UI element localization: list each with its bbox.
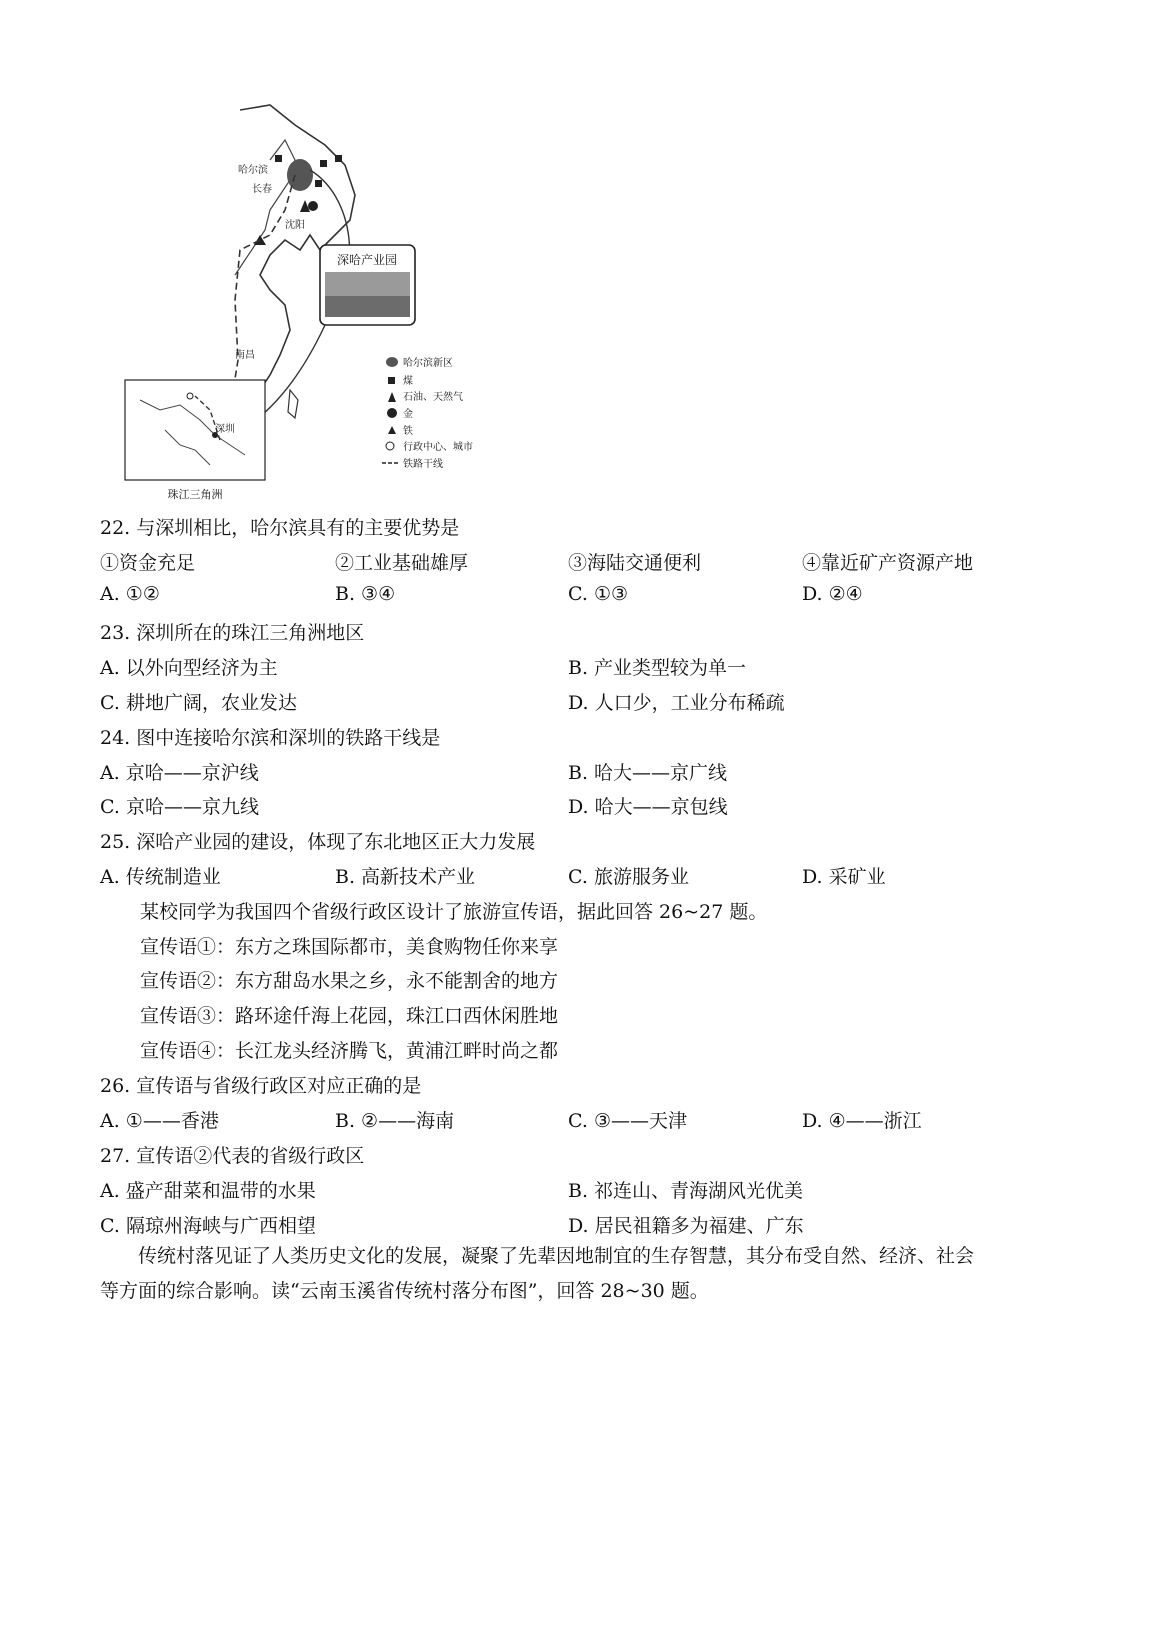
prd-inset — [125, 380, 265, 501]
q22-item: ①资金充足 — [100, 552, 196, 574]
svg-text:南昌: 南昌 — [235, 350, 255, 361]
china-east-map — [120, 100, 540, 520]
q25-option: D. 采矿业 — [802, 866, 886, 888]
svg-text:煤: 煤 — [403, 376, 413, 387]
inset-title: 珠江三角洲 — [167, 488, 223, 501]
q27-option: B. 祁连山、青海湖风光优美 — [568, 1180, 804, 1202]
svg-text:深圳: 深圳 — [215, 424, 235, 435]
q23-option: B. 产业类型较为单一 — [568, 657, 747, 679]
q22-item: ②工业基础雄厚 — [335, 552, 469, 574]
coal-symbol — [275, 155, 282, 162]
q25-option: B. 高新技术产业 — [335, 866, 476, 888]
q22-stem: 22. 与深圳相比，哈尔滨具有的主要优势是 — [100, 517, 460, 539]
q25-option: A. 传统制造业 — [100, 866, 221, 888]
park-label: 深哈产业园 — [336, 253, 398, 267]
q26-stem: 26. 宣传语与省级行政区对应正确的是 — [100, 1075, 422, 1097]
svg-text:石油、天然气: 石油、天然气 — [403, 392, 463, 403]
q24-stem: 24. 图中连接哈尔滨和深圳的铁路干线是 — [100, 727, 441, 749]
q22-item: ③海陆交通便利 — [568, 552, 702, 574]
slogan-line: 宣传语②：东方甜岛水果之乡，永不能割舍的地方 — [140, 970, 559, 992]
coal-symbol — [335, 155, 342, 162]
q25-stem: 25. 深哈产业园的建设，体现了东北地区正大力发展 — [100, 831, 536, 853]
q22-option: C. ①③ — [568, 583, 629, 605]
q24-option: A. 京哈——京沪线 — [100, 762, 259, 784]
svg-text:沈阳: 沈阳 — [285, 220, 305, 231]
coal-symbol — [315, 180, 322, 187]
q24-option: D. 哈大——京包线 — [568, 796, 728, 818]
q22-item: ④靠近矿产资源产地 — [802, 552, 974, 574]
coal-symbol — [320, 160, 327, 167]
q23-option: A. 以外向型经济为主 — [100, 657, 278, 679]
slogan-line: 宣传语④：长江龙头经济腾飞，黄浦江畔时尚之都 — [140, 1040, 559, 1062]
q26-option: C. ③——天津 — [568, 1110, 687, 1132]
harbin-new-district — [287, 159, 313, 191]
q27-option: A. 盛产甜菜和温带的水果 — [100, 1180, 316, 1202]
q26-option: B. ②——海南 — [335, 1110, 455, 1132]
map-legend — [382, 356, 473, 470]
q27-option: D. 居民祖籍多为福建、广东 — [568, 1215, 804, 1237]
q23-stem: 23. 深圳所在的珠江三角洲地区 — [100, 622, 365, 644]
industrial-park-photo — [320, 245, 415, 325]
q23-option: D. 人口少，工业分布稀疏 — [568, 692, 785, 714]
village-intro: 传统村落见证了人类历史文化的发展，凝聚了先辈因地制宜的生存智慧，其分布受自然、经济、社会等方面的综合影响。读“云南玉溪省传统村落分布图”，回答 28~30 题。 — [100, 1245, 975, 1302]
svg-text:哈尔滨新区: 哈尔滨新区 — [403, 358, 453, 369]
q23-option: C. 耕地广阔，农业发达 — [100, 692, 297, 714]
svg-text:哈尔滨: 哈尔滨 — [238, 165, 268, 176]
iron-symbol — [254, 235, 266, 245]
slogan-line: 宣传语③：路环途仟海上花园，珠江口西休闲胜地 — [140, 1005, 559, 1027]
q27-stem: 27. 宣传语②代表的省级行政区 — [100, 1145, 365, 1167]
q24-option: C. 京哈——京九线 — [100, 796, 259, 818]
q27-option: C. 隔琼州海峡与广西相望 — [100, 1215, 316, 1237]
svg-text:金: 金 — [403, 409, 413, 420]
gold-symbol — [308, 201, 318, 211]
q24-option: B. 哈大——京广线 — [568, 762, 728, 784]
slogan-intro: 某校同学为我国四个省级行政区设计了旅游宣传语，据此回答 26~27 题。 — [140, 901, 768, 923]
svg-text:长春: 长春 — [252, 184, 272, 195]
q22-option: B. ③④ — [335, 583, 396, 605]
q25-option: C. 旅游服务业 — [568, 866, 689, 888]
q26-option: D. ④——浙江 — [802, 1110, 922, 1132]
q22-option: A. ①② — [100, 583, 160, 605]
svg-text:铁路干线: 铁路干线 — [403, 459, 443, 470]
taiwan — [288, 390, 298, 418]
q22-option: D. ②④ — [802, 583, 863, 605]
svg-text:行政中心、城市: 行政中心、城市 — [403, 442, 473, 453]
slogan-line: 宣传语①：东方之珠国际都市，美食购物任你来享 — [140, 936, 559, 958]
svg-text:铁: 铁 — [403, 426, 413, 437]
q26-option: A. ①——香港 — [100, 1110, 219, 1132]
